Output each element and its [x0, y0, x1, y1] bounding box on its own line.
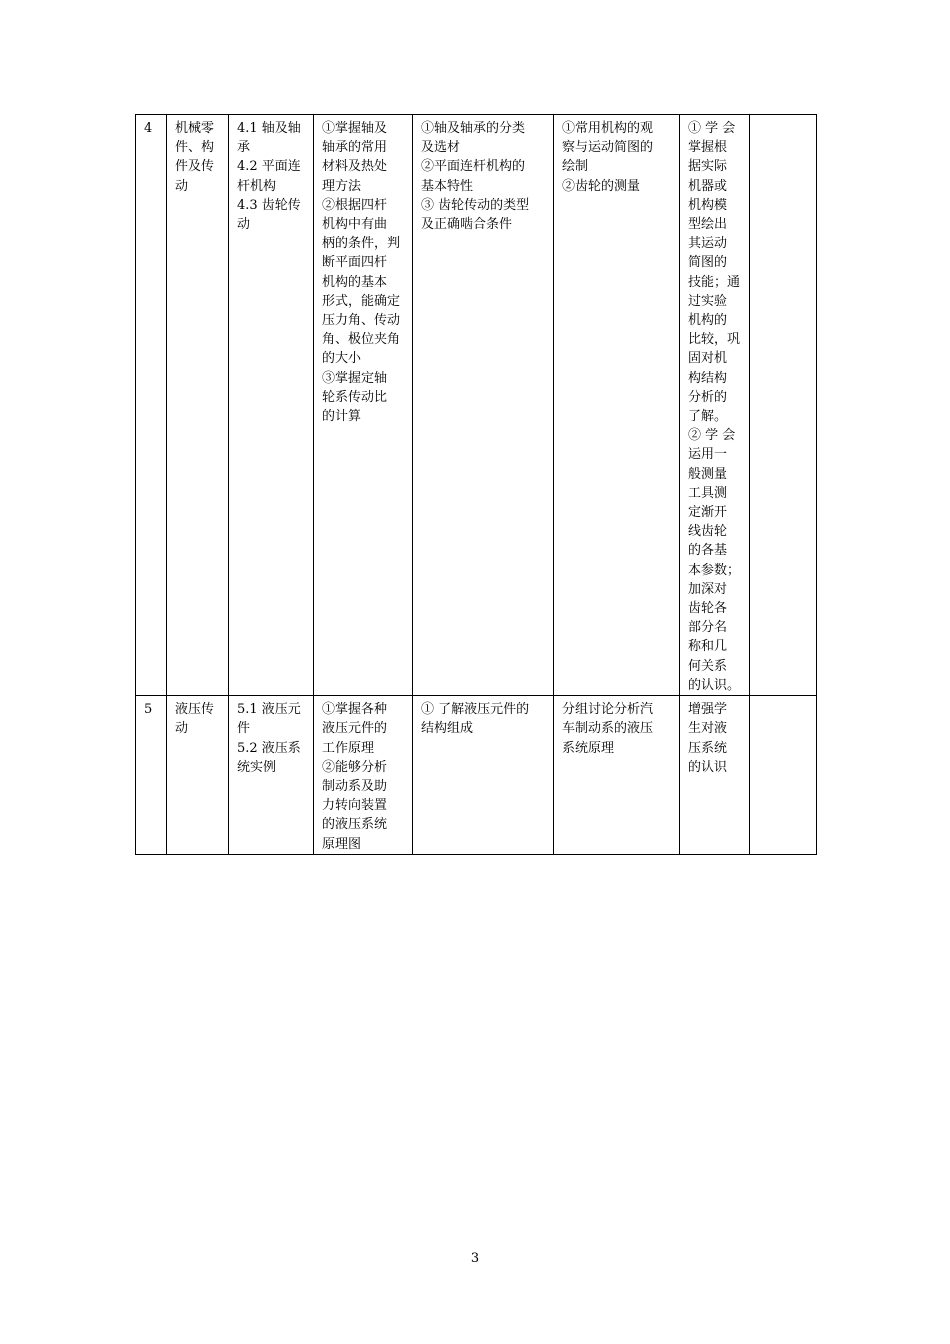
cell-text-line: 的大小 [322, 351, 362, 367]
cell-text-line: 型绘出 [688, 217, 728, 233]
row-number-cell [136, 115, 167, 696]
note-cell [750, 115, 817, 696]
cell-text-line: 绘制 [562, 159, 589, 175]
cell-text-line: 增强学 [688, 702, 728, 718]
table-row [136, 115, 817, 696]
cell-text-line: 定渐开 [688, 505, 728, 521]
row-number: 4 [144, 121, 153, 136]
cell-text-line: 机构的基本 [322, 274, 388, 290]
cell-text-line: 件、构 [175, 140, 215, 156]
cell-text-line: 加深对 [688, 581, 728, 597]
cell-text-line: 齿轮各 [688, 601, 728, 617]
cell-text-line: 比较，巩 [688, 332, 741, 348]
purpose-cell [680, 115, 750, 696]
row-number: 5 [144, 702, 153, 718]
knowledge-cell [413, 115, 554, 696]
cell-text-line: 车制动系的液压 [562, 721, 654, 737]
cell-text-line: 本参数； [688, 562, 741, 578]
cell-text-line: 动 [175, 178, 189, 194]
cell-text-line: 系统原理 [562, 740, 615, 756]
cell-text-line: 机构的 [688, 313, 728, 329]
cell-text-line: 动 [237, 217, 251, 233]
cell-text-line: 承 [237, 140, 251, 156]
cell-text-line: 部分名 [688, 620, 728, 636]
cell-text-line: 何关系 [688, 658, 728, 674]
cell-text-line: 线齿轮 [688, 524, 728, 540]
row-number-cell [136, 696, 167, 855]
cell-text-line: ① 了解液压元件的 [421, 702, 530, 718]
cell-text-line: ② 学 会 [688, 428, 736, 444]
cell-text-line: 的计算 [322, 409, 362, 425]
cell-text-line: ②能够分析 [322, 759, 388, 775]
cell-text-line: 制动系及助 [322, 778, 388, 794]
cell-text-line: 轴承的常用 [322, 140, 388, 156]
cell-text-line: 过实验 [688, 293, 728, 309]
cell-text-line: 5.2 液压系 [237, 740, 301, 756]
cell-text-line: 机械零 [175, 121, 215, 136]
cell-text-line: 工具测 [688, 485, 728, 501]
cell-text-line: 分析的 [688, 389, 728, 405]
cell-text-line: 基本特性 [421, 178, 474, 194]
cell-text-line: 理方法 [322, 178, 362, 194]
cell-text-line: ②齿轮的测量 [562, 178, 641, 194]
cell-text-line: ① 学 会 [688, 121, 736, 136]
cell-text-line: ③掌握定轴 [322, 370, 388, 386]
cell-text-line: ①轴及轴承的分类 [421, 121, 526, 136]
cell-text-line: 技能；通 [688, 274, 741, 290]
cell-text-line: 断平面四杆 [322, 255, 388, 271]
cell-text-line: 固对机 [688, 351, 728, 367]
cell-text-line: 机器或 [688, 178, 728, 194]
unit-cell [167, 115, 229, 696]
cell-text-line: 运用一 [688, 447, 728, 463]
cell-text-line: 构结构 [688, 370, 728, 386]
cell-text-line: 的液压系统 [322, 817, 388, 833]
cell-text-line: 轮系传动比 [322, 389, 388, 405]
cell-text-line: 压力角、传动 [322, 313, 401, 329]
cell-text-line: 分组讨论分析汽 [562, 702, 654, 718]
cell-text-line: 据实际 [688, 159, 728, 175]
cell-text-line: 动 [175, 721, 189, 737]
knowledge-cell [413, 696, 554, 855]
cell-text-line: 简图的 [688, 255, 728, 271]
activities-cell [554, 115, 680, 696]
curriculum-table [135, 114, 817, 855]
cell-text-line: 角、极位夹角 [322, 332, 401, 348]
cell-text-line: 机构模 [688, 197, 728, 213]
cell-text-line: 液压传 [175, 702, 215, 718]
cell-text-line: 般测量 [688, 466, 728, 482]
cell-text-line: 察与运动简图的 [562, 140, 654, 156]
cell-text-line: 力转向装置 [322, 798, 388, 814]
cell-text-line: ①掌握各种 [322, 702, 388, 718]
table-row [136, 696, 817, 855]
cell-text-line: 结构组成 [421, 721, 474, 737]
activities-cell [554, 696, 680, 855]
cell-text-line: 及选材 [421, 140, 461, 156]
cell-text-line: ③ 齿轮传动的类型 [421, 197, 530, 213]
unit-cell [167, 696, 229, 855]
cell-text-line: 杆机构 [237, 178, 277, 194]
cell-text-line: ①常用机构的观 [562, 121, 654, 136]
cell-text-line: 4.2 平面连 [237, 159, 301, 175]
cell-text-line: ②根据四杆 [322, 197, 388, 213]
cell-text-line: 形式，能确定 [322, 293, 401, 309]
cell-text-line: 了解。 [688, 409, 728, 425]
topics-cell [229, 696, 314, 855]
page-number: 3 [470, 1251, 480, 1266]
cell-text-line: 压系统 [688, 740, 728, 756]
cell-text-line: ①掌握轴及 [322, 121, 388, 136]
cell-text-line: 4.1 轴及轴 [237, 121, 301, 136]
cell-text-line: ②平面连杆机构的 [421, 159, 526, 175]
cell-text-line: 生对液 [688, 721, 728, 737]
cell-text-line: 的认识。 [688, 677, 741, 693]
cell-text-line: 材料及热处 [322, 159, 388, 175]
cell-text-line: 液压元件的 [322, 721, 388, 737]
cell-text-line: 4.3 齿轮传 [237, 197, 301, 213]
topics-cell [229, 115, 314, 696]
skill-goals-cell [314, 115, 413, 696]
cell-text-line: 原理图 [322, 836, 362, 852]
cell-text-line: 的认识 [688, 759, 728, 775]
cell-text-line: 柄的条件，判 [322, 236, 401, 252]
cell-text-line: 其运动 [688, 236, 728, 252]
skill-goals-cell [314, 696, 413, 855]
note-cell [750, 696, 817, 855]
cell-text-line: 机构中有曲 [322, 217, 388, 233]
cell-text-line: 及正确啮合条件 [421, 217, 513, 233]
cell-text-line: 5.1 液压元 [237, 702, 301, 718]
cell-text-line: 掌握根 [688, 140, 728, 156]
cell-text-line: 件 [237, 721, 251, 737]
cell-text-line: 称和几 [688, 639, 728, 655]
cell-text-line: 件及传 [175, 159, 215, 175]
purpose-cell [680, 696, 750, 855]
cell-text-line: 工作原理 [322, 740, 375, 756]
cell-text-line: 的各基 [688, 543, 728, 559]
cell-text-line: 统实例 [237, 759, 277, 775]
